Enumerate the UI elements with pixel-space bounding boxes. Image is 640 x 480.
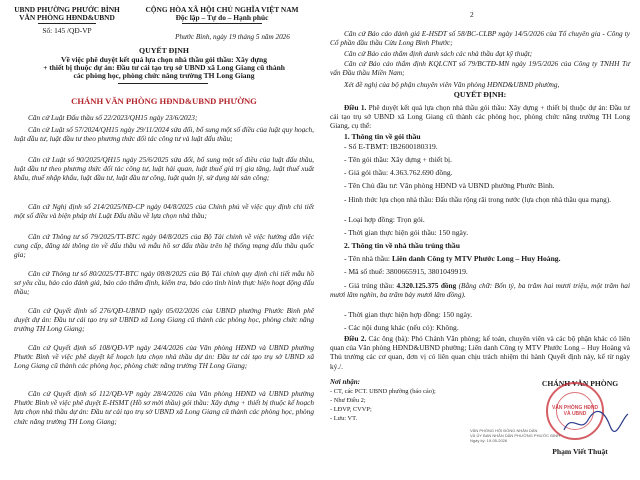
package-item: - Loại hợp đồng: Trọn gói. <box>344 215 425 224</box>
org-line-1: UBND PHƯỜNG PHƯỚC BÌNH <box>14 5 120 14</box>
section-1-title: 1. Thông tin về gói thầu <box>344 132 421 141</box>
decision-subject-line-3: các phòng học, phòng chức năng trường TH Long Giang <box>73 71 255 80</box>
package-item: - Thời gian thực hiện gói thầu: 150 ngày. <box>344 228 469 237</box>
org-underline <box>38 23 96 24</box>
section-2-title: 2. Thông tin về nhà thầu trúng thầu <box>344 241 460 250</box>
tax-code: - Mã số thuế: 3800665915, 3801049919. <box>344 267 468 276</box>
certified-note-line: VĂN PHÒNG HỘI ĐỒNG NHÂN DÂN <box>470 428 538 433</box>
package-item: - Hình thức lựa chọn nhà thầu: Đấu thầu rộng rãi trong nước (lựa chọn nhà thầu qua mạng). <box>344 195 612 204</box>
contract-time: - Thời gian thực hiện hợp đồng: 150 ngày. <box>344 310 473 319</box>
winning-price <box>330 281 630 299</box>
nation-motto: Độc lập – Tự do – Hạnh phúc <box>175 13 269 22</box>
basis-paragraph: Căn cứ Thông tư số 79/2025/TT-BTC ngày 04/8/2025 của Bộ Tài chính về việc hướng dẫn việc cung cấp, đăng tải thông tin về đấu thầu và mẫu hồ sơ đấu thầu trên hệ thống mạng đấu thầu quốc gia; <box>14 232 314 260</box>
org-line-2: VĂN PHÒNG HĐND&UBND <box>19 13 115 22</box>
subject-underline <box>118 83 208 84</box>
package-item: - Số E-TBMT: IB2600180319. <box>344 142 438 151</box>
basis-paragraph: Căn cứ Báo cáo thẩm định KQLCNT số 79/BCTĐ-MN ngày 19/5/2026 của Công ty TNHH Tư vấn Đầu thầu Miền Nam; <box>330 59 630 78</box>
motto-underline <box>182 23 262 24</box>
recipient-item: - CT, các PCT. UBND phường (báo cáo); <box>330 388 436 395</box>
winner-line <box>344 255 561 263</box>
basis-paragraph: Căn cứ Quyết định số 112/QĐ-VP ngày 28/4/2026 của Văn phòng HĐND và UBND phường Phước Bình về việc phê duyệt E-HSMT (Hồ sơ mời thầu) gói thầu: Xây dựng + thiết bị thuộc kế hoạch lựa chọn nhà thầu dự án: Đầu tư cải tạo trụ sở UBND xã Long Giang cũ thành các phòng học, phòng chức năng trường TH Long Giang; <box>14 389 314 426</box>
basis-paragraph: Căn cứ Luật số 57/2024/QH15 ngày 29/11/2024 sửa đổi, bổ sung một số điều của luật quy hoạch, luật đầu tư, luật đầu tư theo phương thức đối tác công tư và luật đấu thầu; <box>14 125 314 144</box>
stamp-text: VĂN PHÒNG HĐND VÀ UBND <box>551 405 599 417</box>
article-2-lead: Điều 2. <box>344 334 367 343</box>
basis-paragraph: Căn cứ Báo cáo đánh giá E-HSDT số 58/BC-CLBP ngày 14/5/2026 của Tổ chuyên gia - Công ty Cổ phần đầu thầu Cửu Long Bình Phước; <box>330 29 630 48</box>
signer-name: Phạm Viết Thuật <box>552 447 608 456</box>
other-content: - Các nội dung khác (nếu có): Không. <box>344 323 459 332</box>
price-value: 4.320.125.375 đồng <box>396 281 457 290</box>
recipient-item: - Như Điều 2; <box>330 397 366 404</box>
basis-paragraph: Căn cứ Luật số 90/2025/QH15 ngày 25/6/2025 sửa đổi, bổ sung một số điều của luật đấu thầu, luật đầu tư theo phương thức đối tác công tư, luật hải quan, luật thuế giá trị gia tăng, luật thuế xuất khẩu, thuế nhập khẩu, luật đầu tư, luật đầu tư công, luật quản lý, sử dụng tài sản công; <box>14 155 314 183</box>
article-1-text: Phê duyệt kết quả lựa chọn nhà thầu gói thầu: Xây dựng + thiết bị thuộc dự án: Đầu tư cải tạo trụ sở UBND xã Long Giang cũ thành các phòng học, phòng chức năng trường TH Long Giang, cụ thể: <box>330 103 630 131</box>
basis-paragraph: Căn cứ Nghị định số 214/2025/NĐ-CP ngày 04/8/2025 của Chính phủ về việc quy định chi tiết một số điều và biện pháp thi Luật Đấu thầu về lựa chọn nhà thầu; <box>14 202 314 221</box>
recipient-item: - LĐVP, CVVP; <box>330 406 372 413</box>
decide-heading: QUYẾT ĐỊNH: <box>453 90 507 99</box>
winner-label: - Tên nhà thầu: <box>344 254 392 263</box>
basis-paragraph: Căn cứ Quyết định số 108/QĐ-VP ngày 24/4/2026 của Văn phòng HĐND và UBND phường Phước Bình về việc phê duyệt kế hoạch lựa chọn nhà thầu dự án: Đầu tư cải tạo trụ sở UBND xã Long Giang cũ thành các phòng học, phòng chức năng trường TH Long Giang; <box>14 343 314 371</box>
package-item: - Tên gói thầu: Xây dựng + thiết bị. <box>344 155 453 164</box>
decision-heading: QUYẾT ĐỊNH <box>139 46 189 55</box>
winner-name: Liên danh Công ty MTV Phước Long – Huy Hoàng. <box>391 254 561 263</box>
basis-paragraph: Căn cứ Luật Đấu thầu số 22/2023/QH15 ngày 23/6/2023; <box>28 113 198 122</box>
basis-paragraph: Căn cứ Thông tư số 80/2025/TT-BTC ngày 08/8/2025 của Bộ Tài chính quy định chi tiết mẫu hồ sơ yêu cầu, báo cáo đánh giá, báo cáo thẩm định, kiểm tra, báo cáo tình hình thực hiện hoạt động đấu thầu; <box>14 269 314 297</box>
decision-subject-line-1: Về việc phê duyệt kết quả lựa chọn nhà thầu gói thầu: Xây dựng <box>61 55 267 64</box>
basis-paragraph: Xét đề nghị của bộ phận chuyên viên Văn phòng HĐND&UBND phường, <box>344 80 560 89</box>
signature-scribble <box>560 408 630 438</box>
signer-position: CHÁNH VĂN PHÒNG <box>541 379 619 388</box>
decision-subject-line-2: + thiết bị thuộc dự án: Đầu tư cải tạo trụ sở UBND xã Long Giang cũ thành <box>43 63 285 72</box>
article-1 <box>330 103 630 131</box>
article-1-lead: Điều 1. <box>344 103 367 112</box>
page-number: 2 <box>470 10 474 19</box>
certified-note-line: VÀ ỦY BAN NHÂN DÂN PHƯỜNG PHƯỚC BÌNH <box>470 433 560 438</box>
package-item: - Tên Chủ đầu tư: Văn phòng HĐND và UBND phường Phước Bình. <box>344 181 555 190</box>
recipients-title: Nơi nhận: <box>330 378 361 386</box>
price-in-words: (Bằng chữ: Bốn tỷ, ba trăm hai mươi triệu, một trăm hai mươi lăm nghìn, ba trăm bảy mươi lăm đồng). <box>330 281 630 300</box>
price-label: - Giá trúng thầu: <box>344 281 397 290</box>
certified-note-line: Ngày ký: 19-05-2026 <box>470 438 508 443</box>
authority-heading: CHÁNH VĂN PHÒNG HĐND&UBND PHƯỜNG <box>71 96 257 106</box>
nation-title: CỘNG HÒA XÃ HỘI CHỦ NGHĨA VIỆT NAM <box>145 5 299 14</box>
basis-paragraph: Căn cứ Báo cáo thẩm định danh sách các nhà thầu đạt kỹ thuật; <box>344 49 533 58</box>
doc-date: Phước Bình, ngày 19 tháng 5 năm 2026 <box>175 33 290 41</box>
recipient-item: - Lưu: VT. <box>330 415 358 422</box>
certified-note <box>470 428 560 443</box>
package-item: - Giá gói thầu: 4.363.762.690 đồng. <box>344 168 453 177</box>
doc-number: Số: 145 /QĐ-VP <box>42 26 92 35</box>
article-2 <box>330 334 630 371</box>
basis-paragraph: Căn cứ Quyết định số 276/QĐ-UBND ngày 05/02/2026 của UBND phường Phước Bình phê duyệt dự án: Đầu tư cải tạo trụ sở UBND xã Long Giang cũ thành các phòng học, phòng chức năng trường TH Long Giang; <box>14 306 314 334</box>
article-2-text: Các ông (bà): Phó Chánh Văn phòng; kế toán, chuyên viên và các bộ phận khác có liên quan của Văn phòng HĐND&UBND phường; Liên danh Công ty MTV Phước Long – Huy Hoàng và Thủ trưởng các cơ quan, đơn vị có liên quan chịu trách nhiệm thi hành Quyết định này, kể từ ngày ký./. <box>330 334 630 371</box>
